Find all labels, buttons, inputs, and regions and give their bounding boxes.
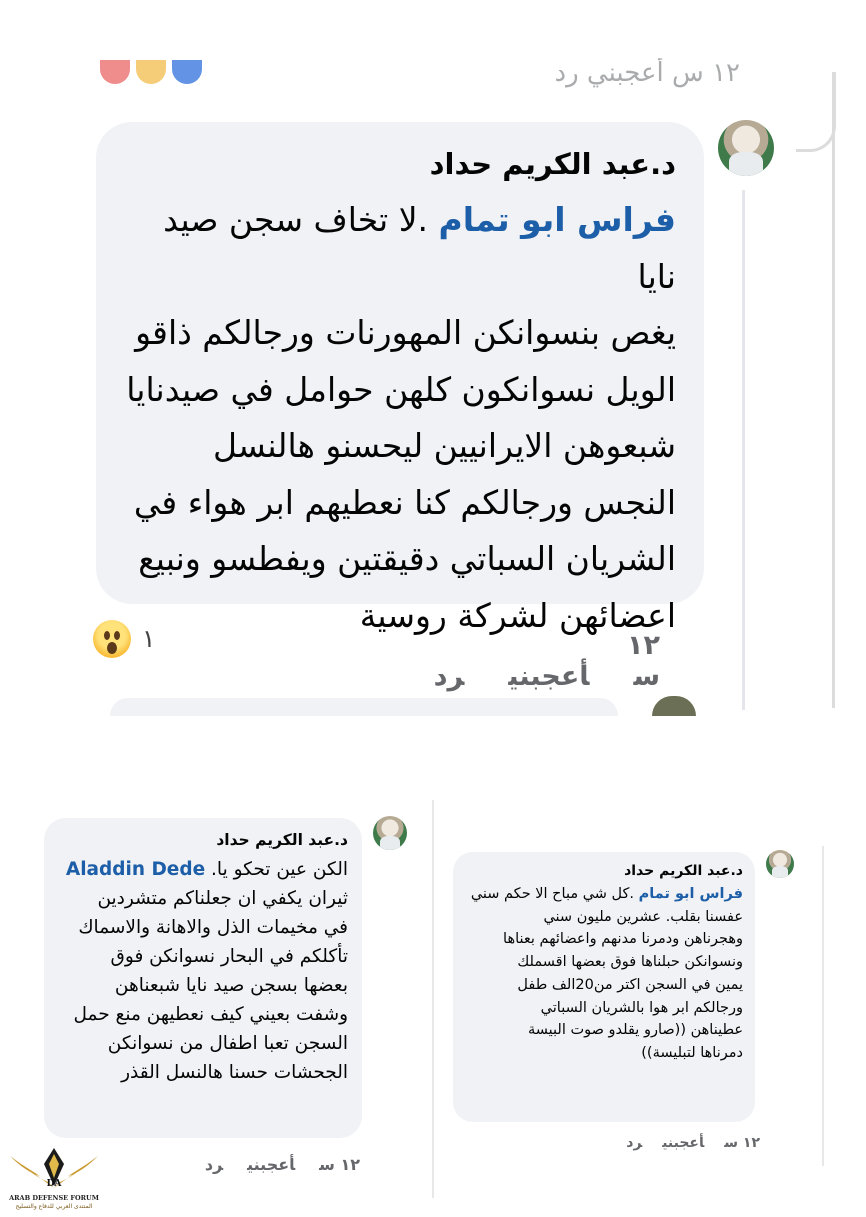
comment-line: شبعوهن الايرانيين ليحسنو هالنسل: [213, 426, 676, 465]
comment-line: عطيناهن ((صارو يقلدو صوت البيسة: [527, 1022, 743, 1039]
previous-comment-meta: ١٢ س أعجبني رد: [554, 58, 740, 88]
mention-link[interactable]: فراس ابو تمام: [638, 886, 743, 902]
comment-line: في مخيمات الذل والاهانة والاسماك: [78, 917, 348, 938]
avatar[interactable]: [373, 816, 407, 850]
comment-line: فراس ابو تمام .لا تخاف سجن صيد نايا: [163, 200, 676, 296]
comment-author[interactable]: د.عبد الكريم حداد: [429, 147, 676, 181]
comment-text: [58, 855, 348, 1087]
comment-author[interactable]: د.عبد الكريم حداد: [624, 863, 743, 879]
avatar[interactable]: [766, 850, 794, 878]
logo-name-ar: المنتدى العربي للدفاع والتسليح: [15, 1203, 93, 1210]
like-reaction-icon: [172, 60, 202, 84]
comment-text: [465, 883, 743, 1065]
wow-reaction-icon[interactable]: [93, 620, 131, 658]
comment-line: فراس ابو تمام .كل شي مباح الا حكم سني: [470, 886, 743, 902]
comment-time[interactable]: ١٢ س: [627, 630, 660, 692]
comment-line: دمرناها لتبليسة)): [641, 1044, 743, 1061]
comment-line: السجن تعبا اطفال من نسوانكن: [107, 1033, 348, 1054]
comment-line: ونسوانكن حبلناها فوق بعضها اقسملك: [517, 954, 743, 971]
frame-border-right: [832, 72, 835, 708]
logo-name-en: ARAB DEFENSE FORUM: [9, 1194, 99, 1202]
logo-letters: DA: [46, 1179, 62, 1189]
reply-button[interactable]: رد: [204, 1155, 224, 1174]
reaction-count: ١: [142, 624, 156, 653]
comment-line: ورجالكم ابر هوا بالشريان السباتي: [540, 999, 743, 1016]
comment-line: الكن عين تحكو يا. Aladdin Dede: [65, 859, 348, 880]
comment-line: الجحشات حسنا هالنسل القذر: [121, 1062, 348, 1083]
comment-actions: [380, 630, 660, 692]
reply-button[interactable]: رد: [433, 661, 465, 692]
comment-line: يمين في السجن اكتر من20الف طفل: [517, 976, 743, 993]
mention-link[interactable]: فراس ابو تمام: [438, 200, 676, 239]
comment-text: [124, 192, 676, 644]
next-comment-avatar: [652, 696, 696, 716]
comment-line: الشريان السباتي دقيقتين ويفطسو ونبيع: [138, 539, 676, 578]
previous-reactions: [100, 60, 220, 84]
comment-line: وهجرناهن ودمرنا مدنهم واعضائهم بعناها: [503, 931, 743, 948]
thread-line: [742, 190, 745, 710]
comment-actions: [180, 1155, 360, 1174]
comment-line: بعضها بسجن صيد نايا شبعناهن: [114, 975, 348, 996]
comment-bubble: [44, 818, 362, 1138]
avatar[interactable]: [718, 120, 774, 176]
comment-time[interactable]: ١٢ س: [319, 1155, 360, 1174]
comment-time[interactable]: ١٢ س: [724, 1135, 760, 1151]
next-comment-bubble: [110, 698, 618, 716]
frame-border-left: [432, 800, 434, 1198]
love-reaction-icon: [100, 60, 130, 84]
comment-bubble: [96, 122, 704, 635]
comment-actions: [600, 1135, 760, 1151]
comment-line: النجس ورجالكم كنا نعطيهم ابر هواء في: [133, 482, 676, 522]
mention-link[interactable]: Aladdin Dede: [65, 859, 206, 880]
haha-reaction-icon: [136, 60, 166, 84]
thread-connector: [796, 72, 836, 152]
reply-button[interactable]: رد: [626, 1135, 643, 1151]
like-button[interactable]: أعجبني: [247, 1155, 296, 1174]
like-button[interactable]: أعجبني: [662, 1135, 705, 1151]
like-button[interactable]: أعجبني: [508, 661, 590, 692]
comment-line: ثيران يكفي ان جعلناكم متشردين: [97, 888, 348, 909]
comment-bubble: [453, 852, 755, 1122]
comment-author[interactable]: د.عبد الكريم حداد: [216, 831, 348, 849]
comment-line: عفسنا بقلب. عشرين مليون سني: [543, 908, 743, 925]
thread-line: [822, 846, 824, 1166]
comment-line: تأكلكم في البحار نسوانكن فوق: [110, 946, 348, 967]
comment-line: وشفت بعيني كيف نعطيهن منع حمل: [73, 1004, 348, 1025]
comment-line: اعضائهن لشركة روسية: [359, 595, 676, 635]
watermark-logo: [4, 1142, 104, 1214]
comment-line: الويل نسوانكون كلهن حوامل في صيدنايا: [126, 369, 676, 409]
comment-line: يغص بنسوانكن المهورنات ورجالكم ذاقو: [135, 313, 676, 352]
eagle-icon: [4, 1142, 104, 1196]
